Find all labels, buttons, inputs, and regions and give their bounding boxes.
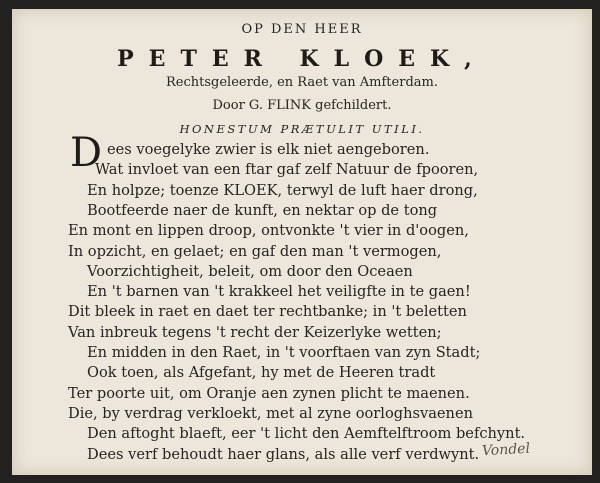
poem-sheet (12, 9, 592, 475)
poem-line: Die, by verdrag verkloekt, met al zyne oorloghsvaenen (68, 404, 473, 422)
poem-line: En 't barnen van 't krakkeel het veiligfte in te gaen! (87, 283, 471, 301)
heading-office: Rechtsgeleerde, en Raet van Amfterdam. (166, 75, 438, 90)
poem-line: In opzicht, en gelaet; en gaf den man 't vermogen, (68, 242, 442, 260)
poem-line: Dees verf behoudt haer glans, als alle verf verdwynt. (87, 445, 480, 463)
poem-line: Ook toen, als Afgefant, hy met de Heeren tradt (87, 364, 436, 382)
poem-line: En mont en lippen droop, ontvonkte 't vier in d'oogen, (68, 222, 469, 240)
poem-line: Den aftoght blaeft, eer 't licht den Aemftelftroom befchynt. (87, 425, 526, 443)
motto: HONESTUM PRÆTULIT UTILI. (179, 122, 425, 136)
poem-line: Ter poorte uit, om Oranje aen zynen plicht te maenen. (68, 384, 470, 402)
heading-name: PETER KLOEK, (117, 46, 487, 72)
poem-line: Dit bleek in raet en daet ter rechtbanke; in 't beletten (68, 303, 467, 321)
poem-line: Wat invloet van een ftar gaf zelf Natuur de fpooren, (95, 161, 479, 179)
poem-line: Voorzichtigheit, beleit, om door den Oceaen (87, 262, 413, 280)
drop-cap: D (70, 130, 103, 176)
handwritten-signature: Vondel (481, 440, 531, 459)
heading-painter: Door G. FLINK gefchildert. (212, 98, 392, 113)
poem-line: Van inbreuk tegens 't recht der Keizerlyke wetten; (68, 323, 442, 341)
poem-line: ees voegelyke zwier is elk niet aengeboren. (107, 141, 430, 158)
poem-line: En midden in den Raet, in 't voorftaen van zyn Stadt; (87, 344, 481, 361)
heading-dedication: OP DEN HEER (241, 22, 363, 37)
poem-line: Bootfeerde naer de kunft, en nektar op de tong (87, 201, 438, 219)
poem-line: En holpze; toenze KLOEK, terwyl de luft haer drong, (87, 181, 478, 199)
